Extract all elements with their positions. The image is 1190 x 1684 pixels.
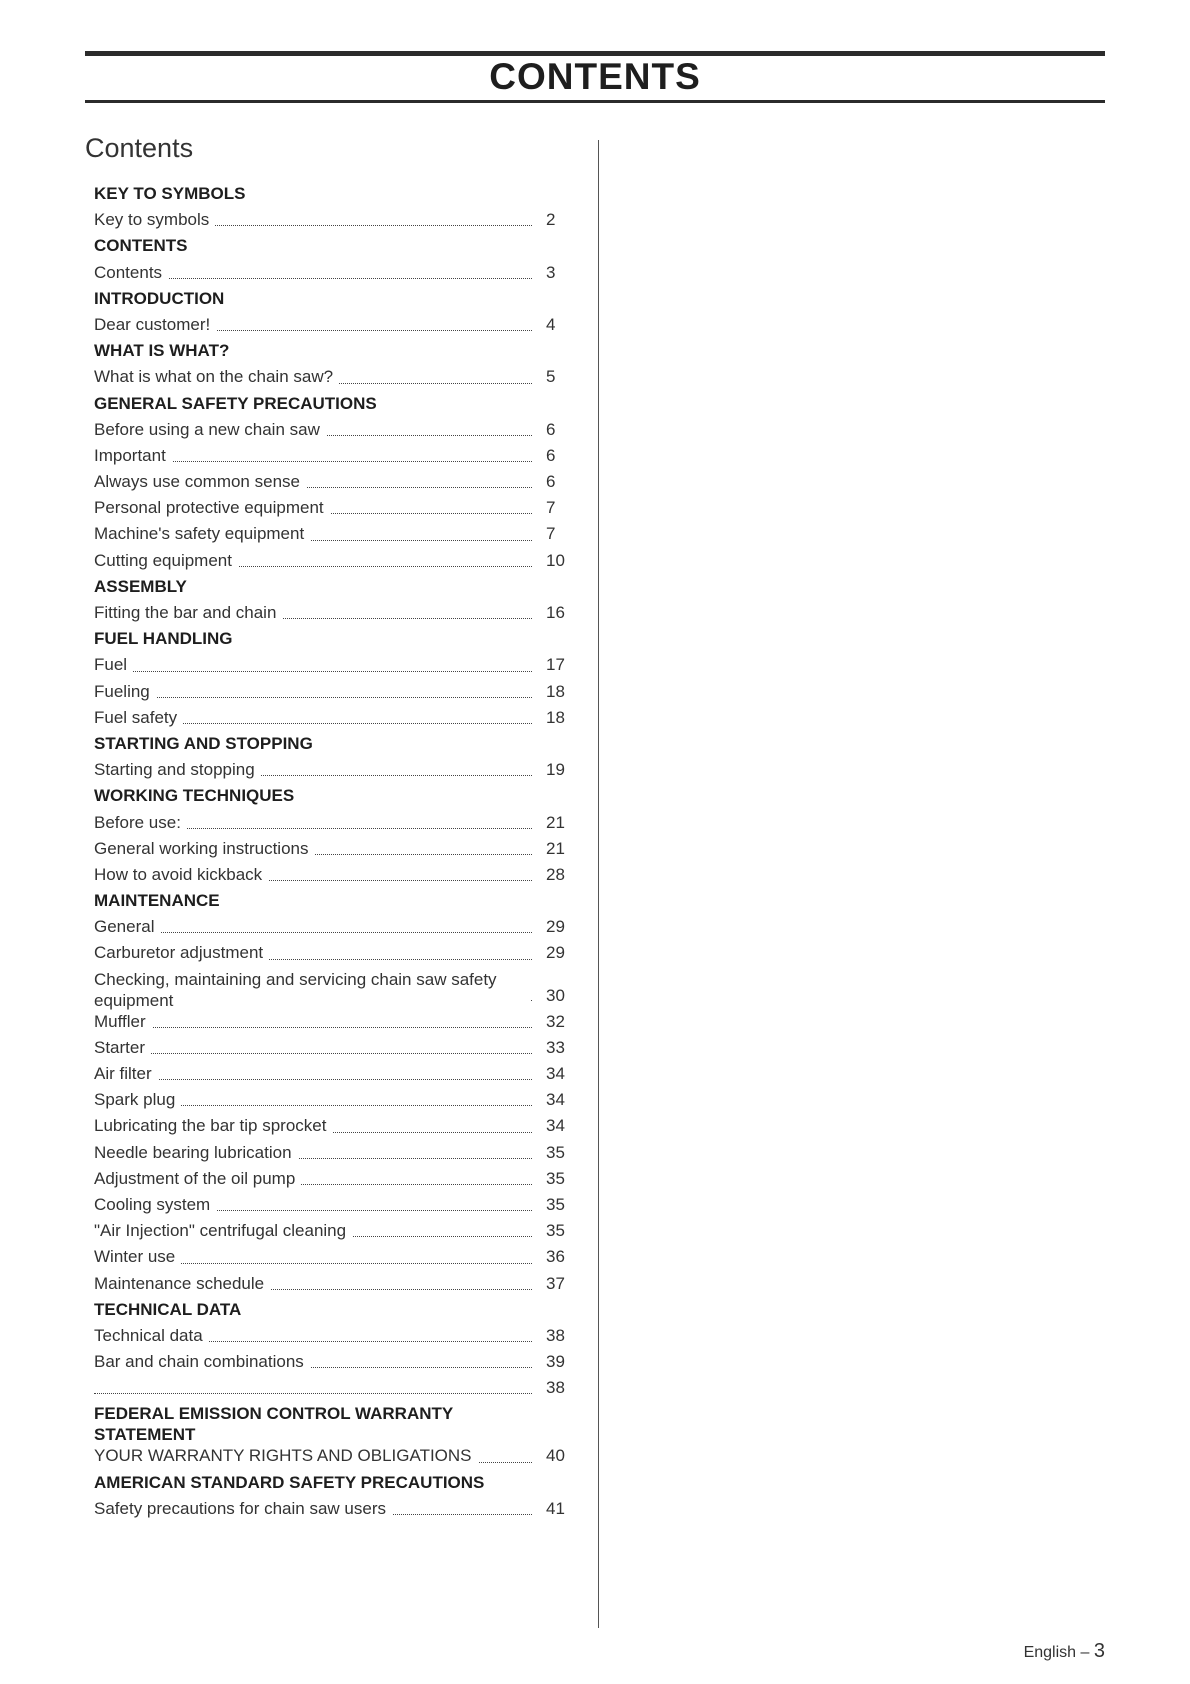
dot-leader (94, 1027, 532, 1028)
toc-entry[interactable] (94, 600, 574, 626)
toc-section-heading: WHAT IS WHAT? (94, 341, 230, 361)
toc-entry[interactable] (94, 469, 574, 495)
toc-entry-title: General working instructions (94, 839, 314, 858)
toc-entry[interactable] (94, 836, 574, 862)
toc-section-heading: KEY TO SYMBOLS (94, 184, 246, 203)
toc-entry-page: 3 (546, 262, 556, 282)
toc-section-heading: WORKING TECHNIQUES (94, 786, 295, 806)
toc-entry[interactable] (94, 364, 574, 390)
toc-entry[interactable] (94, 521, 574, 547)
toc-entry[interactable] (94, 810, 574, 836)
toc-entry-title: Starter (94, 1038, 151, 1057)
toc-entry-page: 19 (546, 760, 565, 780)
toc-entry[interactable] (94, 260, 574, 286)
toc-entry-title: Technical data (94, 1326, 209, 1345)
toc-entry[interactable] (94, 1244, 574, 1270)
toc-entry-page: 35 (546, 1142, 565, 1162)
toc-entry[interactable] (94, 1271, 574, 1297)
toc-section-heading: ASSEMBLY (94, 576, 187, 596)
toc-entry-title: "Air Injection" centrifugal cleaning (94, 1221, 352, 1240)
page-title: CONTENTS (489, 56, 701, 97)
toc-entry[interactable] (94, 914, 574, 940)
toc-entry[interactable] (94, 1375, 574, 1401)
toc-entry-title: Carburetor adjustment (94, 943, 269, 962)
toc-entry[interactable] (94, 443, 574, 469)
toc-entry[interactable] (94, 207, 574, 233)
dot-leader (94, 671, 532, 672)
toc-entry-page: 21 (546, 812, 565, 832)
toc-entry-title: Maintenance schedule (94, 1274, 270, 1293)
footer-separator: – (1080, 1644, 1090, 1661)
toc-entry-page: 37 (546, 1273, 565, 1293)
toc-entry-title: Muffler (94, 1012, 152, 1031)
toc-section-heading: GENERAL SAFETY PRECAUTIONS (94, 393, 377, 413)
toc-entry-title: Lubricating the bar tip sprocket (94, 1116, 332, 1135)
toc-entry[interactable] (94, 1035, 574, 1061)
toc-entry-page: 41 (546, 1498, 565, 1518)
toc-entry[interactable] (94, 417, 574, 443)
toc-entry-title: Needle bearing lubrication (94, 1143, 298, 1162)
toc-entry-title: Cutting equipment (94, 551, 238, 570)
toc-entry-page: 30 (546, 985, 565, 1005)
toc-entry-page: 18 (546, 707, 565, 727)
toc-entry[interactable] (94, 1113, 574, 1139)
toc-entry[interactable] (94, 1496, 574, 1522)
dot-leader (94, 1393, 532, 1394)
toc-entry[interactable] (94, 705, 574, 731)
column-divider (598, 140, 599, 1628)
toc-entry-page: 39 (546, 1352, 565, 1372)
toc-entry-title: Important (94, 446, 172, 465)
toc-entry[interactable] (94, 679, 574, 705)
toc-entry-page: 33 (546, 1037, 565, 1057)
toc-entry[interactable] (94, 495, 574, 521)
toc-entry-page: 35 (546, 1194, 565, 1214)
toc-entry-page: 17 (546, 655, 565, 675)
toc-entry-title-wrap (94, 967, 530, 1011)
toc-section-heading: INTRODUCTION (94, 288, 225, 308)
toc-entry[interactable] (94, 1166, 574, 1192)
toc-entry[interactable] (94, 652, 574, 678)
toc-entry[interactable] (94, 1087, 574, 1113)
toc-entry-page: 29 (546, 943, 565, 963)
toc-entry[interactable] (94, 1192, 574, 1218)
toc-entry-page: 34 (546, 1090, 565, 1110)
toc-entry[interactable] (94, 1323, 574, 1349)
page-footer (1024, 1640, 1105, 1663)
toc-entry[interactable] (94, 1140, 574, 1166)
dot-leader (94, 1053, 532, 1054)
toc-entry-title: Key to symbols (94, 210, 215, 229)
section-heading: Contents (85, 133, 194, 163)
toc-entry[interactable] (94, 312, 574, 338)
toc-entry-title: Safety precautions for chain saw users (94, 1499, 392, 1518)
toc-entry-page: 4 (546, 314, 556, 334)
toc-entry[interactable] (94, 862, 574, 888)
toc-entry-title: Machine's safety equipment (94, 524, 310, 543)
toc-entry-title: Always use common sense (94, 472, 306, 491)
toc-entry-title: How to avoid kickback (94, 865, 268, 884)
toc-entry-title: General (94, 917, 160, 936)
toc-entry-title: Spark plug (94, 1090, 181, 1109)
toc-entry-page: 35 (546, 1168, 565, 1188)
toc-entry[interactable] (94, 1009, 574, 1035)
toc-section-heading: FEDERAL EMISSION CONTROL WARRANTY STATEMENT (94, 1404, 453, 1445)
toc-entry-title: Air filter (94, 1064, 158, 1083)
toc-entry-page: 6 (546, 445, 556, 465)
toc-entry[interactable] (94, 1349, 574, 1375)
toc-entry-page: 38 (546, 1378, 565, 1398)
toc-entry-title: Checking, maintaining and servicing chain saw safety equipment (94, 969, 497, 1010)
toc-entry-page: 34 (546, 1064, 565, 1083)
toc-entry-title: Personal protective equipment (94, 498, 330, 517)
toc-section-heading: MAINTENANCE (94, 891, 220, 911)
toc-entry-page: 10 (546, 550, 565, 570)
toc-entry-title: Before use: (94, 813, 187, 832)
toc-entry[interactable] (94, 967, 574, 1009)
toc-section-heading: TECHNICAL DATA (94, 1299, 242, 1319)
toc-entry-page: 5 (546, 367, 556, 387)
footer-page-number: 3 (1093, 1640, 1105, 1662)
toc-entry-title: Contents (94, 263, 168, 282)
toc-entry-page: 16 (546, 603, 565, 622)
toc-entry-title: Adjustment of the oil pump (94, 1169, 301, 1188)
toc-entry-page: 34 (546, 1116, 565, 1136)
toc-section-heading: STARTING AND STOPPING (94, 733, 313, 753)
toc-entry-page: 35 (546, 1221, 565, 1241)
toc-entry[interactable] (94, 1061, 574, 1087)
toc-entry[interactable] (94, 940, 574, 966)
toc-entry[interactable] (94, 757, 574, 783)
header-rule-bottom (85, 100, 1105, 103)
toc-entry-title: Dear customer! (94, 315, 216, 334)
toc-entry-page: 29 (546, 917, 565, 937)
toc-entry-title: Before using a new chain saw (94, 420, 326, 439)
toc-section-heading: AMERICAN STANDARD SAFETY PRECAUTIONS (94, 1472, 485, 1492)
toc-entry-page: 21 (546, 838, 565, 858)
dot-leader (94, 697, 532, 698)
table-of-contents (94, 181, 574, 1522)
toc-entry-title: Cooling system (94, 1195, 216, 1214)
toc-section-heading: FUEL HANDLING (94, 629, 233, 649)
toc-entry-title: Fueling (94, 682, 156, 701)
toc-entry-title: Bar and chain combinations (94, 1352, 310, 1371)
toc-section-heading: CONTENTS (94, 236, 188, 256)
toc-entry-page: 7 (546, 524, 556, 544)
toc-entry-title: What is what on the chain saw? (94, 367, 339, 386)
dot-leader (94, 1079, 532, 1080)
toc-entry-title: Starting and stopping (94, 760, 261, 779)
toc-entry[interactable] (94, 548, 574, 574)
toc-entry-title: YOUR WARRANTY RIGHTS AND OBLIGATIONS (94, 1446, 478, 1465)
toc-entry-page: 6 (546, 472, 556, 492)
toc-entry-page: 18 (546, 681, 565, 701)
toc-entry-title: Fitting the bar and chain (94, 603, 282, 622)
toc-entry[interactable] (94, 1218, 574, 1244)
toc-entry-page: 2 (546, 210, 556, 230)
toc-entry-page: 32 (546, 1011, 565, 1031)
toc-entry-page: 7 (546, 498, 556, 518)
toc-entry[interactable] (94, 1443, 574, 1469)
footer-language: English (1023, 1644, 1077, 1661)
toc-entry-page: 36 (546, 1247, 565, 1267)
toc-entry-page: 40 (546, 1446, 565, 1466)
toc-entry-title: Fuel (94, 655, 133, 674)
toc-entry-title: Winter use (94, 1247, 181, 1266)
toc-entry-page: 38 (546, 1325, 565, 1345)
toc-entry-page: 6 (546, 419, 556, 439)
toc-entry-title: Fuel safety (94, 708, 183, 727)
toc-entry-page: 28 (546, 864, 565, 884)
